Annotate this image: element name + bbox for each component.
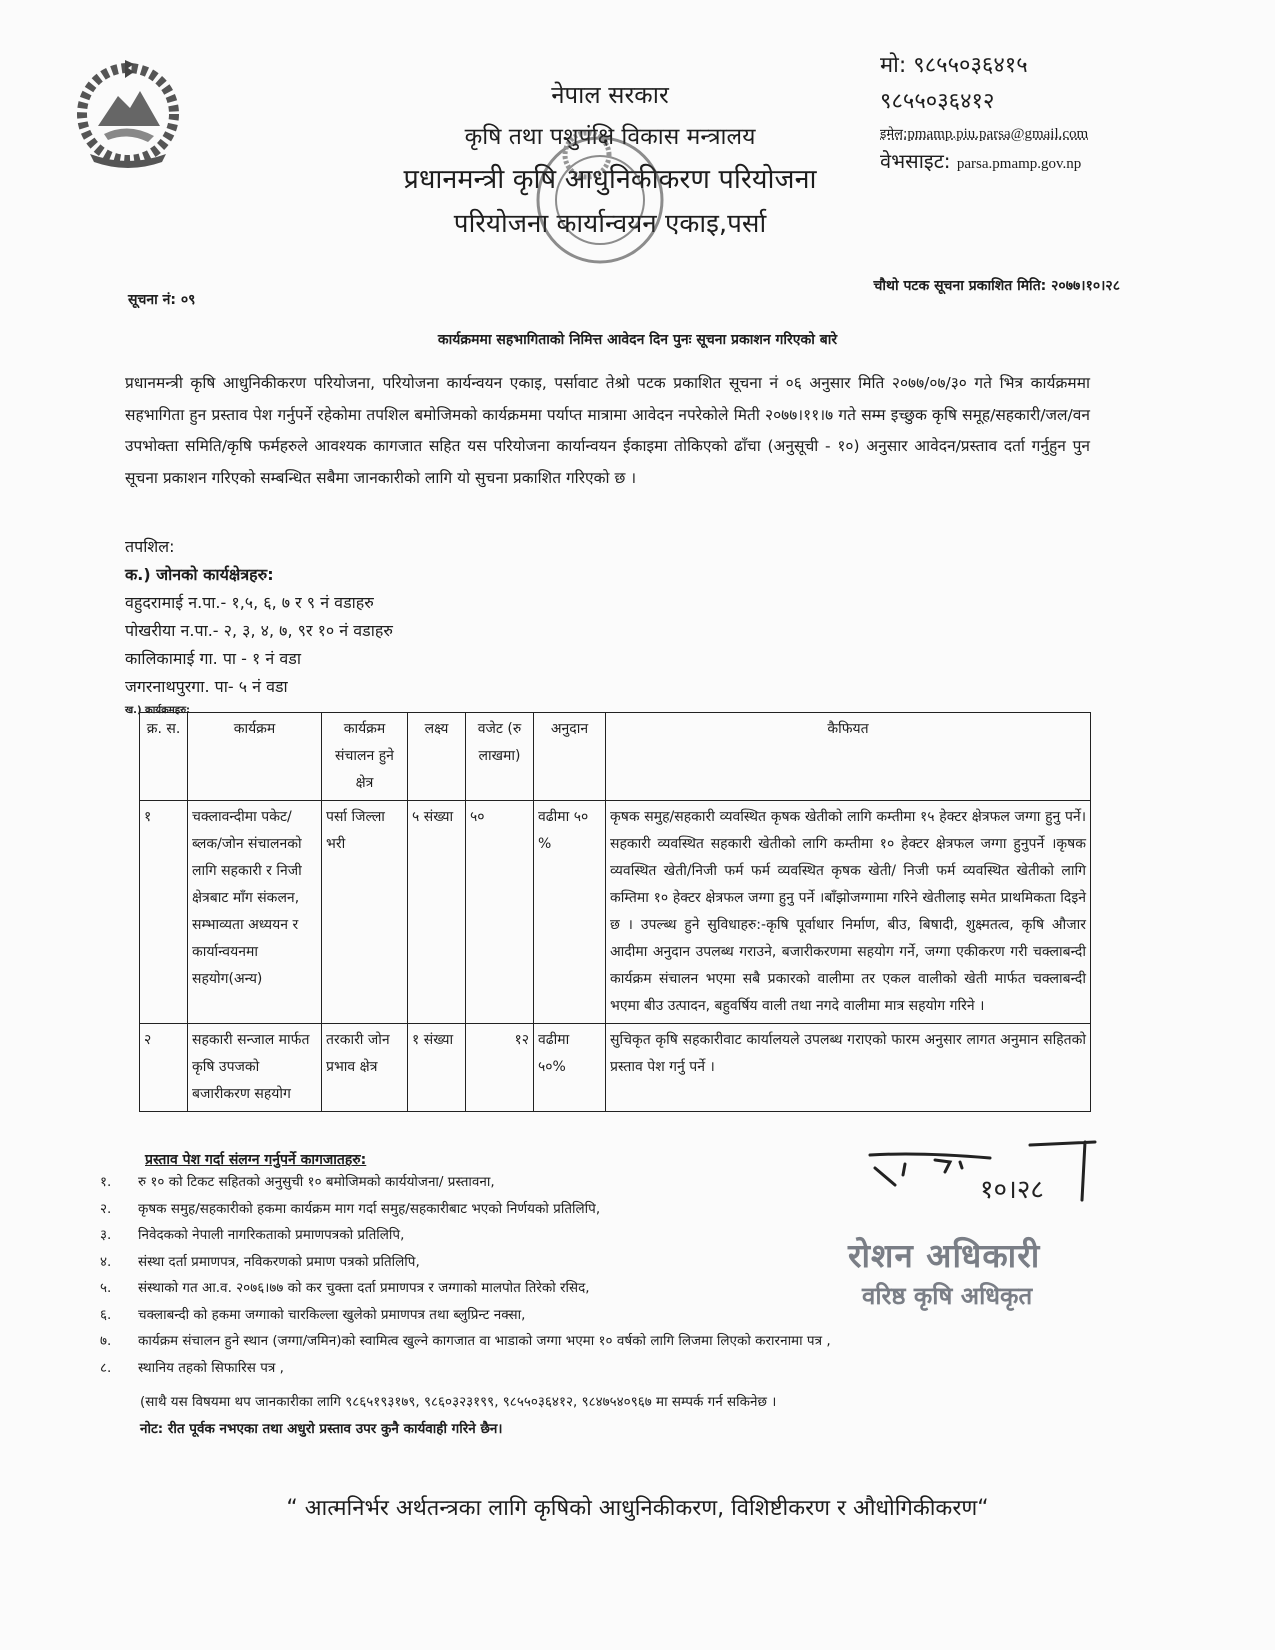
office-seal-icon — [525, 125, 675, 275]
item-number: ८. — [100, 1359, 112, 1376]
documents-title: प्रस्ताव पेश गर्दा संलग्न गर्नुपर्ने कागजातहरु: — [145, 1152, 367, 1168]
item-text: चक्लाबन्दी को हकमा जग्गाको चारकिल्ला खुलेको प्रमाणपत्र तथा ब्लुप्रिन्ट नक्सा, — [138, 1306, 526, 1323]
cell-budget: १२ — [466, 1024, 534, 1112]
item-text: संस्थाको गत आ.व. २०७६।७७ को कर चुक्ता दर्ता प्रमाणपत्र र जग्गाको मालपोत तिरेको रसिद, — [138, 1280, 590, 1296]
website-label: वेभसाइट: — [880, 149, 951, 173]
item-text: निवेदकको नेपाली नागरिकताको प्रमाणपत्रको प्रतिलिपि, — [138, 1227, 405, 1243]
cell-grant: वढीमा ५०% — [534, 1024, 606, 1112]
website-url[interactable]: parsa.pmamp.gov.np — [956, 156, 1082, 172]
zone-area: पोखरीया न.पा.- २, ३, ४, ७, ९र १० नं वडाहरु — [125, 621, 393, 640]
item-number: ५. — [100, 1280, 112, 1296]
item-number: ६. — [100, 1306, 112, 1323]
col-header-target: लक्ष्य — [408, 713, 466, 801]
slogan: “ आत्मनिर्भर अर्थतन्त्रका लागि कृषिको आधुनिकीकरण, विशिष्टीकरण र औधोगिकीकरण“ — [286, 1496, 989, 1521]
col-header-budget: वजेट (रु लाखमा) — [466, 713, 534, 801]
mobile-line-1 — [880, 48, 1150, 84]
cell-target: ५ संख्या — [408, 801, 466, 1024]
signatory-name: रोशन अधिकारी — [848, 1236, 1041, 1275]
ministry-name: कृषि तथा पशुपंक्षि विकास मन्त्रालय — [464, 124, 756, 150]
item-text: संस्था दर्ता प्रमाणपत्र, नविकरणको प्रमाण पत्रको प्रतिलिपि, — [138, 1253, 420, 1270]
signatory-designation: वरिष्ठ कृषि अधिकृत — [862, 1282, 1033, 1310]
table-header-row — [140, 713, 1091, 801]
cell-sn: २ — [140, 1024, 188, 1112]
mobile-number-2: ९८५५०३६४१२ — [880, 89, 995, 114]
cell-area: तरकारी जोन प्रभाव क्षेत्र — [322, 1024, 408, 1112]
list-item — [100, 1358, 1050, 1385]
zone-heading: क.) जोनको कार्यक्षेत्रहरु: — [125, 565, 274, 584]
cell-budget: ५० — [466, 801, 534, 1024]
col-header-program: कार्यक्रम — [188, 713, 322, 801]
item-text: रु १० को टिकट सहितको अनुसुची १० बमोजिमको कार्ययोजना/ प्रस्तावना, — [138, 1174, 495, 1190]
website-line — [880, 147, 1150, 174]
item-number: ४. — [100, 1253, 112, 1270]
col-header-sn: क्र. स. — [140, 713, 188, 801]
contact-note: (साथै यस विषयमा थप जानकारीका लागि ९८६५१९३१७९, ९८६०३२३१९९, ९८५५०३६४१२, ९८४७५४०९६७ मा सम्पर्क गर्न सकिनेछ । — [140, 1394, 777, 1410]
details-label: तपशिल: — [125, 537, 175, 556]
notice-number: सूचना नं: ०९ — [128, 292, 196, 308]
mobile-label: मो: — [880, 53, 907, 78]
col-header-grant: अनुदान — [534, 713, 606, 801]
note: नोट: रीत पूर्वक नभएका तथा अधुरो प्रस्ताव उपर कुनै कार्यवाही गरिने छैन। — [140, 1421, 503, 1437]
notice-body: प्रधानमन्त्री कृषि आधुनिकीकरण परियोजना, परियोजना कार्यन्वयन एकाइ, पर्सावाट तेश्रो पटक प्रकाशित सूचना नं ०६ अनुसार मिति २०७७/०७/३० गते भित्र कार्यक्रममा सहभागिता हुन प्रस्ताव पेश गर्नुपर्ने रहेकोमा तपशिल बमोजिमको कार्यक्रममा पर्याप्त मात्रामा आवेदन नपरेकोले मिती २०७७।११।७ गते सम्म इच्छुक कृषि समूह/सहकारी/जल/वन उपभोक्ता समिति/कृषि फर्महरुले आवश्यक कागजात सहित यस परियोजना कार्यान्वयन ईकाइमा तोकिएको ढाँचा (अनुसूची - १०) अनुसार आवेदन/प्रस्ताव दर्ता गर्नुहुन पुन सूचना प्रकाशन गरिएको सम्बन्धित सबैमा जानकारीको लागि यो सुचना प्रकाशित गरिएको छ । — [125, 374, 1090, 487]
signature-date: १०।२८ — [980, 1175, 1044, 1205]
item-text: कार्यक्रम संचालन हुने स्थान (जग्गा/जमिन)को स्वामित्व खुल्ने कागजात वा भाडाको जग्गा भएमा १० वर्षको लागि लिजमा लिएको करारनामा पत्र , — [138, 1333, 831, 1349]
cell-program: सहकारी सन्जाल मार्फत कृषि उपजको बजारीकरण सहयोग — [188, 1024, 322, 1112]
programs-heading: ख.) कार्यक्रमहरु: — [125, 705, 191, 716]
programs-table — [139, 712, 1091, 1112]
col-header-remark: कैफियत — [606, 713, 1091, 801]
email-address[interactable]: pmamp.piu.parsa@gmail.com — [907, 126, 1089, 142]
contact-block — [880, 48, 1150, 174]
project-name: प्रधानमन्त्री कृषि आधुनिकीकरण परियोजना — [403, 164, 817, 195]
list-item — [100, 1331, 1050, 1358]
notice-subject: कार्यक्रममा सहभागिताको निमित्त आवेदन दिन पुनः सूचना प्रकाशन गरिएको बारे — [437, 332, 838, 348]
zone-area: जगरनाथपुरगा. पा- ५ नं वडा — [125, 677, 288, 696]
item-number: १. — [100, 1174, 112, 1190]
cell-remark: कृषक समुह/सहकारी व्यवस्थित कृषक खेतीको लागि कम्तीमा १५ हेक्टर क्षेत्रफल जग्गा हुनु पर्ने। सहकारी व्यवस्थित सहकारी खेतीको लागि कम्तीमा १० हेक्टर क्षेत्रफल जग्गा हुनुपर्ने ।कृषक व्यवस्थित खेती/निजी फर्म फर्म व्यवस्थित कृषक खेती/ निजी फर्म व्यवस्थित खेतीको लागि कम्तिमा १० हेक्टर क्षेत्रफल जग्गा हुनु पर्ने ।बाँझोजग्गामा गरिने खेतीलाइ समेत प्राथमिकता दिइने छ । उपल्ब्ध हुने सुविधाहरु:-कृषि पूर्वाधार निर्माण, बीउ, बिषादी, शुक्ष्मतत्व, कृषि औजार आदीमा अनुदान उपलब्ध गराउने, बजारीकरणमा सहयोग गर्ने, जग्गा एकीकरण गरी चक्लाबन्दी कार्यक्रम संचालन भएमा सबै प्रकारको वालीमा तर एकल वालीको खेती मार्फत चक्लाबन्दी भएमा बीउ उत्पादन, बहुवर्षिय वाली तथा नगदे वालीमा मात्र सहयोग गरिने । — [606, 801, 1091, 1024]
table-row — [140, 801, 1091, 1024]
cell-sn: १ — [140, 801, 188, 1024]
cell-target: १ संख्या — [408, 1024, 466, 1112]
government-name: नेपाल सरकार — [551, 81, 669, 109]
nepal-government-emblem-icon — [68, 56, 188, 174]
zone-area: कालिकामाई गा. पा - १ नं वडा — [125, 649, 301, 668]
cell-program: चक्लावन्दीमा पकेट/ब्लक/जोन संचालनको लागि सहकारी र निजी क्षेत्रबाट माँग संकलन, सम्भाव्यता अध्ययन र कार्यान्वयनमा सहयोग(अन्य) — [188, 801, 322, 1024]
cell-grant: वढीमा ५० % — [534, 801, 606, 1024]
email-label: इमेल: — [880, 127, 908, 142]
cell-area: पर्सा जिल्ला भरी — [322, 801, 408, 1024]
unit-name: परियोजना कार्यान्वयन एकाइ,पर्सा — [453, 209, 767, 239]
publish-date: चौथो पटक सूचना प्रकाशित मिति: २०७७।१०।२८ — [873, 278, 1120, 294]
item-number: ३. — [100, 1227, 112, 1243]
col-header-area: कार्यक्रम संचालन हुने क्षेत्र — [322, 713, 408, 801]
table-row — [140, 1024, 1091, 1112]
item-text: कृषक समुह/सहकारीको हकमा कार्यक्रम माग गर्दा समुह/सहकारीबाट भएको निर्णयको प्रतिलिपि, — [138, 1200, 601, 1217]
mobile-number-1: ९८५५०३६४१५ — [913, 53, 1028, 78]
item-number: ७. — [100, 1333, 112, 1349]
zone-area: वहुदरामाई न.पा.- १,५, ६, ७ र ९ नं वडाहरु — [125, 593, 374, 612]
cell-remark: सुचिकृत कृषि सहकारीवाट कार्यालयले उपलब्ध गराएको फारम अनुसार लागत अनुमान सहितको प्रस्ताव पेश गर्नु पर्ने । — [606, 1024, 1091, 1112]
handwritten-signature-icon — [850, 1140, 1100, 1220]
item-number: २. — [100, 1200, 112, 1217]
item-text: स्थानिय तहको सिफारिस पत्र , — [138, 1359, 284, 1376]
email-line — [880, 124, 1150, 143]
